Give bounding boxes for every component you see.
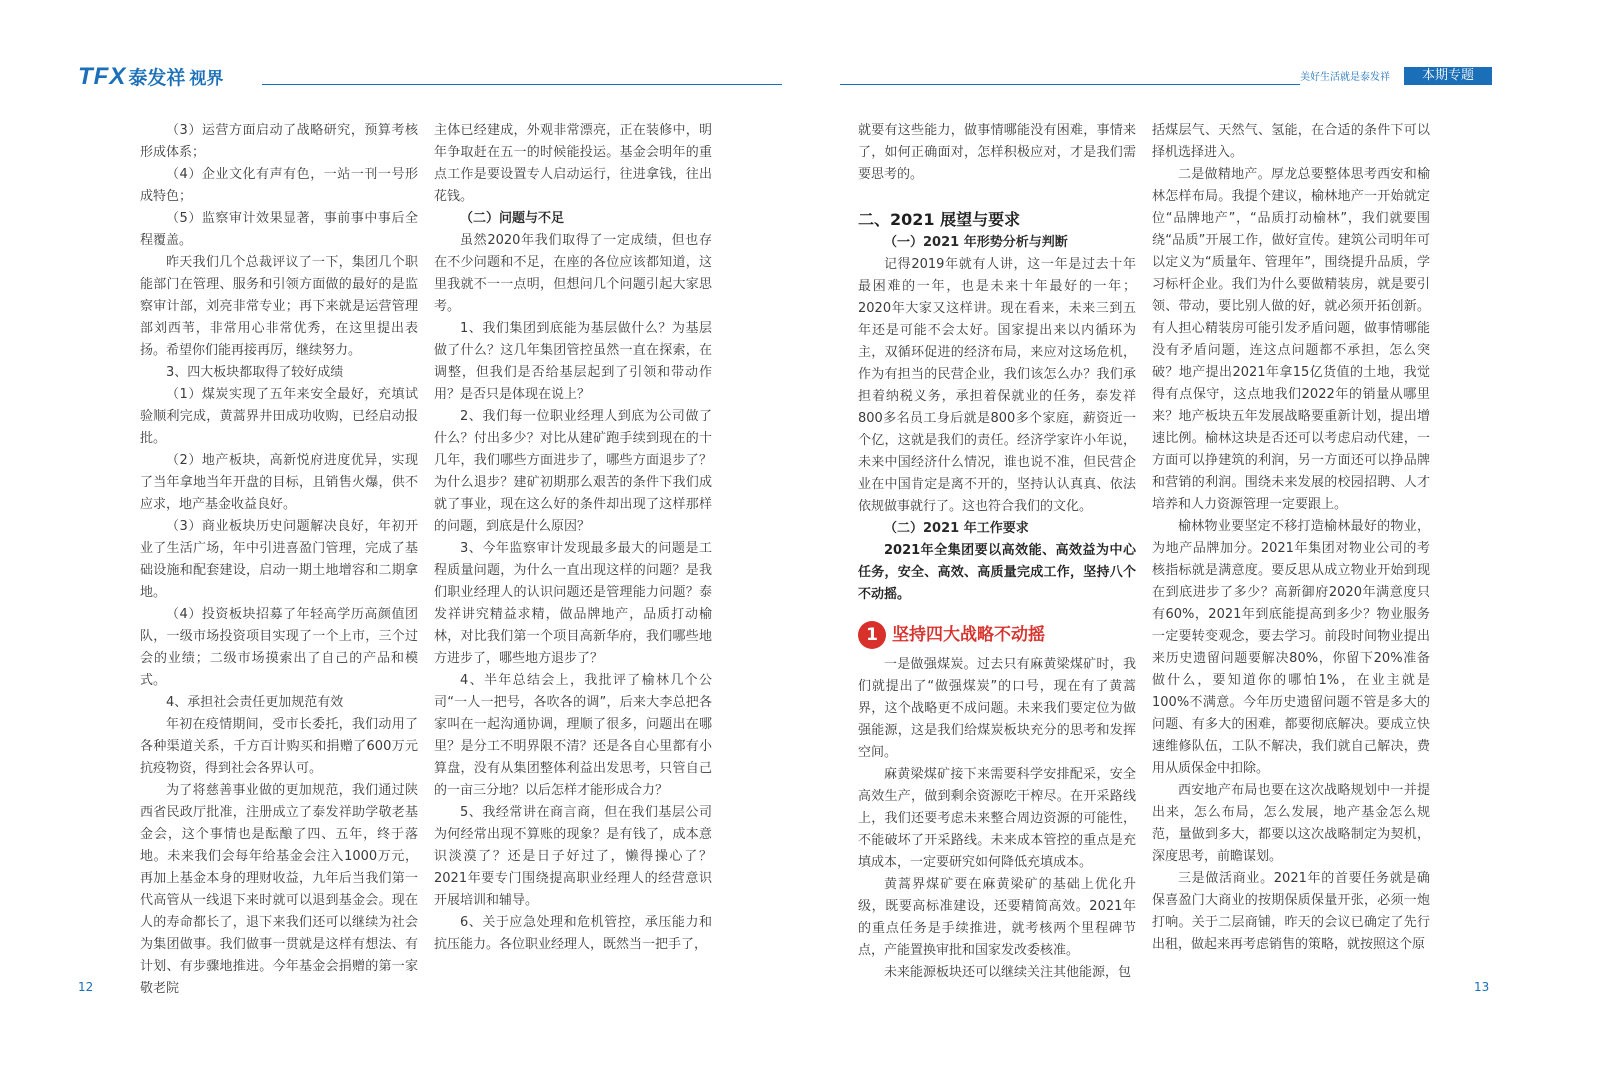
section-tag: 本期专题 [1404, 67, 1492, 85]
paragraph: 榆林物业要坚定不移打造榆林最好的物业，为地产品牌加分。2021年集团对物业公司的考核指标就是满意度。要反思从成立物业开始到现在到底进步了多少？高新御府2020年满意度只有60%，2021年到底能提高到多少？物业服务一定要转变观念，要去学习。前段时间物业提出来历史遗留问题要解决80%，你留下20%准备做什么，要知道你的哪怕1%，在业主就是100%不满意。今年历史遗留问题不管是多大的问题、有多大的困难，都要彻底解决。要成立快速维修队伍，工队不解决，我们就自己解决，费用从质保金中扣除。 [1152, 519, 1430, 776]
paragraph: （3）运营方面启动了战略研究，预算考核形成体系； [140, 123, 418, 160]
paragraph: 括煤层气、天然气、氢能，在合适的条件下可以择机选择进入。 [1152, 123, 1430, 160]
paragraph: 2、我们每一位职业经理人到底为公司做了什么？付出多少？对比从建矿跑手续到现在的十几年，我们哪些方面进步了，哪些方面退步了？为什么退步？建矿初期那么艰苦的条件下我们成就了事业，现在这么好的条件却出现了这样那样的问题，到底是什么原因？ [434, 409, 712, 534]
subheading: 4、承担社会责任更加规范有效 [166, 695, 344, 710]
paragraph: 3、今年监察审计发现最多最大的问题是工程质量问题，为什么一直出现这样的问题？是我们职业经理人的认识问题还是管理能力问题？泰发祥讲究精益求精，做品牌地产，品质打动榆林，对比我们第一个项目高新华府，我们哪些地方进步了，哪些地方退步了？ [434, 541, 712, 666]
paragraph: （2）地产板块，高新悦府进度优异，实现了当年拿地当年开盘的目标，且销售火爆，供不应求，地产基金收益良好。 [140, 453, 418, 512]
header-rule-right [840, 84, 1300, 85]
paragraph: 西安地产布局也要在这次战略规划中一并提出来，怎么布局，怎么发展，地产基金怎么规范，量做到多大，都要以这次战略制定为契机，深度思考，前瞻谋划。 [1152, 783, 1430, 864]
paragraph: （1）煤炭实现了五年来安全最好，充填试验顺利完成，黄蒿界井田成功收购，已经启动报批。 [140, 387, 418, 446]
strategy-title: 坚持四大战略不动摇 [892, 625, 1045, 645]
paragraph: 1、我们集团到底能为基层做什么？为基层做了什么？这几年集团管控虽然一直在探索，在调整，但我们是否给基层起到了引领和带动作用？是否只是体现在说上？ [434, 321, 712, 402]
paragraph: 昨天我们几个总裁评议了一下，集团几个职能部门在管理、服务和引领方面做的最好的是监察审计部，刘亮非常专业；再下来就是运营管理部刘西苇，非常用心非常优秀，在这里提出表扬。希望你们能再接再厉，继续努力。 [140, 255, 418, 358]
header-slogan: 美好生活就是泰发祥 [1300, 72, 1390, 83]
subheading: （一）2021 年形势分析与判断 [884, 235, 1068, 250]
page-left-column-1 [140, 120, 418, 1000]
paragraph: （4）企业文化有声有色，一站一刊一号形成特色； [140, 167, 418, 204]
page-right-column-1 [858, 120, 1136, 984]
paragraph: 一是做强煤炭。过去只有麻黄梁煤矿时，我们就提出了“做强煤炭”的口号，现在有了黄蒿界，这个战略更不成问题。未来我们要定位为做强能源，这是我们给煤炭板块充分的思考和发挥空间。 [858, 657, 1136, 760]
page-number-right: 13 [1474, 980, 1490, 994]
section-title: 二、2021 展望与要求 [858, 210, 1021, 229]
subheading: 3、四大板块都取得了较好成绩 [166, 365, 344, 380]
paragraph: 年初在疫情期间，受市长委托，我们动用了各种渠道关系，千方百计购买和捐赠了600万元抗疫物资，得到社会各界认可。 [140, 717, 418, 776]
subheading: （二）2021 年工作要求 [884, 521, 1029, 536]
paragraph: 麻黄梁煤矿接下来需要科学安排配采，安全高效生产，做到剩余资源吃干榨尽。在开采路线上，我们还要考虑未来整合周边资源的可能性，不能破坏了开采路线。未来成本管控的重点是充填成本，一定要研究如何降低充填成本。 [858, 767, 1136, 870]
paragraph: 6、关于应急处理和危机管控，承压能力和抗压能力。各位职业经理人，既然当一把手了， [434, 915, 712, 952]
paragraph: （4）投资板块招募了年轻高学历高颜值团队，一级市场投资项目实现了一个上市，三个过会的业绩；二级市场摸索出了自己的产品和模式。 [140, 607, 418, 688]
key-requirement-paragraph: 2021年全集团要以高效能、高效益为中心任务，安全、高效、高质量完成工作，坚持八个不动摇。 [858, 543, 1136, 602]
paragraph: （3）商业板块历史问题解决良好，年初开业了生活广场，年中引进喜盈门管理，完成了基础设施和配套建设，启动一期土地增容和二期拿地。 [140, 519, 418, 600]
strategy-heading [858, 620, 1136, 650]
paragraph: 记得2019年就有人讲，这一年是过去十年最困难的一年，也是未来十年最好的一年；2020年大家又这样讲。现在看来，未来三到五年还是可能不会太好。国家提出来以内循环为主，双循环促进的经济布局，来应对这场危机，作为有担当的民营企业，我们该怎么办？我们承担着纳税义务，承担着保就业的任务，泰发祥800多名员工身后就是800多个家庭，薪资近一个亿，这就是我们的责任。经济学家许小年说，未来中国经济什么情况，谁也说不准，但民营企业在中国肯定是离不开的，坚持认认真真、依法依规做事就行了。这也符合我们的文化。 [858, 257, 1136, 514]
paragraph: 5、我经常讲在商言商，但在我们基层公司为何经常出现不算账的现象？是有钱了，成本意识淡漠了？还是日子好过了，懒得操心了？2021年要专门围绕提高职业经理人的经营意识开展培训和辅导。 [434, 805, 712, 908]
paragraph: 未来能源板块还可以继续关注其他能源，包 [884, 965, 1132, 980]
paragraph: 就要有这些能力，做事情哪能没有困难，事情来了，如何正确面对，怎样积极应对，才是我们需要思考的。 [858, 123, 1136, 182]
brand-logo [78, 63, 223, 93]
logo-view-text: 视界 [189, 69, 224, 89]
page-right-column-2 [1152, 120, 1430, 956]
paragraph: 为了将慈善事业做的更加规范，我们通过陕西省民政厅批准，注册成立了泰发祥助学敬老基金会，这个事情也是酝酿了四、五年，终于落地。未来我们会每年给基金会注入1000万元，再加上基金本身的理财收益，九年后当我们第一代高管从一线退下来时就可以退到基金会。现在人的寿命都长了，退下来我们还可以继续为社会为集团做事。我们做事一贯就是这样有想法、有计划、有步骤地推进。今年基金会捐赠的第一家敬老院 [140, 783, 418, 996]
page-left-column-2 [434, 120, 712, 956]
subheading: （二）问题与不足 [460, 211, 565, 226]
strategy-number-badge: 1 [858, 621, 886, 649]
paragraph: 三是做活商业。2021年的首要任务就是确保喜盈门大商业的按期保质保量开张，必须一炮打响。关于二层商铺，昨天的会议已确定了先行出租，做起来再考虑销售的策略，就按照这个原 [1152, 871, 1430, 952]
page-number-left: 12 [78, 980, 94, 994]
logo-brand-name: 泰发祥 [128, 67, 186, 89]
paragraph: 主体已经建成，外观非常漂亮，正在装修中，明年争取赶在五一的时候能投运。基金会明年的重点工作是要设置专人启动运行，往进拿钱，往出花钱。 [434, 123, 712, 204]
paragraph: 虽然2020年我们取得了一定成绩，但也存在不少问题和不足，在座的各位应该都知道，这里我就不一一点明，但想问几个问题引起大家思考。 [434, 233, 712, 314]
paragraph: 二是做精地产。厚龙总要整体思考西安和榆林怎样布局。我提个建议，榆林地产一开始就定位“品牌地产”，“品质打动榆林”，我们就要围绕“品质”开展工作，做好宣传。建筑公司明年可以定义为“质量年、管理年”，围绕提升品质，学习标杆企业。我们为什么要做精装房，就是要引领、带动，要比别人做的好，就必须开拓创新。有人担心精装房可能引发矛盾问题，做事情哪能没有矛盾问题，连这点问题都不承担，怎么突破？地产提出2021年拿15亿货值的土地，我觉得有点保守，这点地我们2022年的销量从哪里来？地产板块五年发展战略要重新计划，提出增速比例。榆林这块是否还可以考虑启动代建，一方面可以挣建筑的利润，另一方面还可以挣品牌和营销的利润。围绕未来发展的校园招聘、人才培养和人力资源管理一定要跟上。 [1152, 167, 1430, 512]
header-rule-left [262, 84, 782, 85]
logo-tfx-text: TFX [78, 63, 127, 90]
paragraph: 4、半年总结会上，我批评了榆林几个公司“一人一把号，各吹各的调”，后来大李总把各家叫在一起沟通协调，理顺了很多，问题出在哪里？是分工不明界限不清？还是各自心里都有小算盘，没有从集团整体利益出发思考，只管自己的一亩三分地？以后怎样才能形成合力？ [434, 673, 712, 798]
paragraph: 黄蒿界煤矿要在麻黄梁矿的基础上优化升级，既要高标准建设，还要精简高效。2021年的重点任务是手续推进，就考核两个里程碑节点，产能置换审批和国家发改委核准。 [858, 877, 1136, 958]
paragraph: （5）监察审计效果显著，事前事中事后全程覆盖。 [140, 211, 418, 248]
